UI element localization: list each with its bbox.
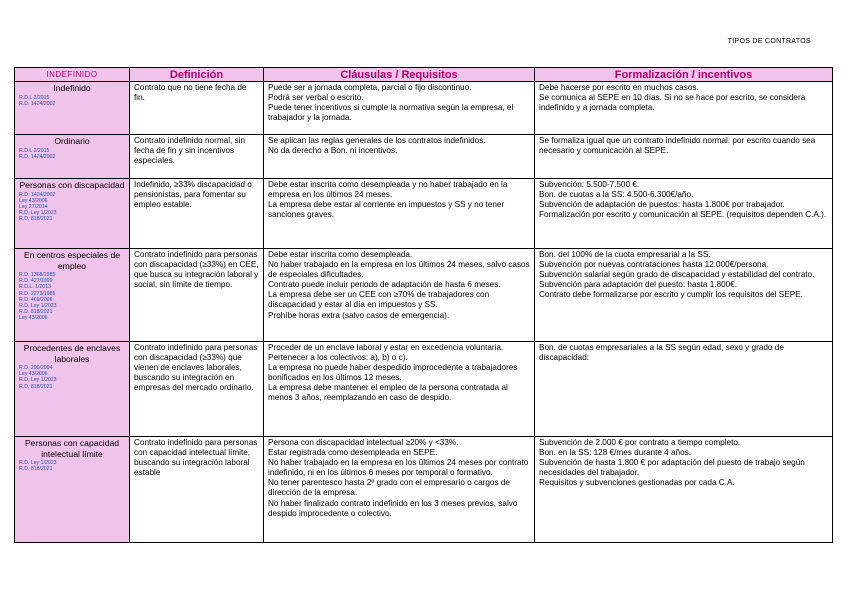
formalization-line: Bon. de cuotas a la SS: 4.500-6.300€/año. (539, 190, 694, 200)
legal-reference: R.D. 469/2006 (19, 296, 53, 303)
clause-line: Contrato puede incluir periodo de adaptación de hasta 6 meses. (268, 280, 501, 290)
contract-type-name: Personas con discapacidad (19, 180, 125, 190)
legal-references (19, 272, 125, 322)
table-row (15, 179, 833, 249)
clause-line: Pertenecer a los colectivos: a), b) o c). (268, 353, 408, 363)
legal-reference: R.D. 1424/2002 (19, 100, 56, 107)
contract-type-cell (15, 135, 130, 179)
table-body (15, 82, 833, 543)
clauses-cell (264, 179, 535, 249)
clause-line: Debe estar inscrita como desempleada y no haber trabajado en la empresa en los últimos 24 meses. (268, 180, 508, 200)
clause-line: La empresa debe ser un CEE con ≥70% de trabajadores con discapacidad y estar al día en impuestos y SS. (268, 290, 490, 310)
legal-reference: R.D. 818/2021 (19, 309, 53, 316)
legal-reference: R.D. Ley 1/2023 (19, 460, 57, 466)
clause-line: Prohíbe horas extra (salvo casos de emergencia). (268, 310, 450, 320)
legal-reference: R.D. 818/2021 (19, 216, 53, 223)
clause-line: No tener parentesco hasta 2º grado con el empresario o cargos de dirección de la empresa. (268, 478, 510, 498)
table-row (15, 82, 833, 135)
contracts-table (14, 67, 833, 543)
definition-cell: Contrato indefinido para personas con discapacidad (≥33%) que vienen de enclaves laborales, buscando su integración en empresas del mercado ordinario. (130, 342, 264, 437)
clause-line: Debe estar inscrita como desempleada. (268, 250, 413, 259)
clause-line: Estar registrada como desempleada en SEPE. (268, 448, 438, 458)
clause-line: Puede ser a jornada completa, parcial o fijo discontinuo. (268, 83, 472, 92)
clause-line: La empresa debe mantener el empleo de la persona contratada al menos 3 años, reemplazando en caso de despido. (268, 383, 508, 403)
legal-reference: R.D. Ley 1/2023 (19, 377, 57, 384)
formalization-line: Bon. de cuotas empresariales a la SS según edad, sexo y grado de discapacidad: (539, 343, 784, 363)
header-type: INDEFINIDO (15, 68, 130, 82)
contract-type-name: Indefinido (53, 83, 91, 93)
formalization-line: Contrato debe formalizarse por escrito y cumplir los requisitos del SEPE. (539, 290, 803, 300)
legal-reference: R.D. 290/2004 (19, 365, 53, 371)
header-definition: Definición (130, 68, 264, 82)
legal-reference: R.D.L 2/2015 (19, 147, 50, 154)
formalization-line: Formalización por escrito y comunicación al SEPE. (requisitos dependen C.A.). (539, 210, 827, 220)
formalization-line: Se formaliza igual que un contrato indefinido normal: por escrito cuando sea necesario y comunicación al SEPE. (539, 136, 816, 156)
clause-line: La empresa no puede haber despedido improcedente a trabajadores bonificados en los últimos 12 meses. (268, 363, 518, 383)
clauses-cell (264, 437, 535, 543)
contract-type-cell (15, 249, 130, 342)
legal-reference: Ley 43/2006 (19, 197, 48, 204)
clause-line: No haber finalizado contrato indefinido en los 3 meses previos, salvo despido improcedente o colectivo. (268, 498, 518, 518)
formalization-line: Requisitos y subvenciones gestionadas por cada C.A. (539, 478, 735, 488)
legal-references (19, 460, 125, 472)
clause-line: No da derecho a Bon. ni incentivos. (268, 146, 398, 156)
legal-references (19, 148, 125, 160)
legal-reference: Ley 43/2006 (19, 315, 48, 322)
formalization-line: Subvención de hasta 1.800 € por adaptación del puesto de trabajo según necesidades del trabajador. (539, 458, 805, 478)
legal-references (19, 95, 125, 107)
formalization-line: Se comunica al SEPE en 10 días. Si no se hace por escrito, se considera indefinido y a jornada completa. (539, 93, 806, 113)
clause-line: Proceder de un enclave laboral y estar en excedencia voluntaria. (268, 343, 504, 352)
formalization-line: Subvención de 2.000 € por contrato a tiempo completo. (539, 438, 741, 447)
clause-line: Puede tener incentivos si cumple la normativa según la empresa, el trabajador y la jornada. (268, 103, 514, 123)
formalization-line: Subvención salarial según grado de discapacidad y estabilidad del contrato. (539, 270, 815, 280)
contract-type-name: Procedentes de enclaves laborales (23, 343, 121, 364)
legal-reference: R.D.L 2/2015 (19, 94, 50, 101)
formalization-line: Bon. en la SS: 128 €/mes durante 4 años. (539, 448, 692, 458)
header-row (15, 68, 833, 82)
legal-reference: R.D. Ley 1/2023 (19, 303, 57, 310)
legal-reference: R.D. 427/1999 (19, 278, 53, 285)
formalization-line: Subvención: 5.500-7.500 €. (539, 180, 640, 189)
legal-reference: R.D. Ley 1/2023 (19, 210, 57, 217)
clause-line: Se aplican las reglas generales de los contratos indefinidos. (268, 136, 486, 145)
contract-type-cell (15, 437, 130, 543)
formalization-line: Subvención para adaptación del puesto: hasta 1.800€. (539, 280, 738, 290)
formalization-line: Debe hacerse por escrito en muchos casos. (539, 83, 699, 92)
legal-reference: Ley 27/2014 (19, 203, 48, 210)
formalization-cell (535, 249, 833, 342)
header-clauses: Cláusulas / Requisitos (264, 68, 535, 82)
definition-cell: Contrato indefinido para personas con capacidad intelectual límite, buscando su integración laboral estable (130, 437, 264, 543)
formalization-cell (535, 437, 833, 543)
table-row (15, 437, 833, 543)
clause-line: No haber trabajado en la empresa en los últimos 24 meses, salvo casos de especiales dificultades. (268, 260, 530, 280)
legal-reference: R.D.L. 1/2013 (19, 284, 52, 291)
legal-reference: R.D. 1424/2002 (19, 191, 56, 198)
clause-line: La empresa debe estar al corriente en impuestos y SS y no tener sanciones graves. (268, 200, 505, 220)
legal-reference: R.D. 818/2021 (19, 466, 53, 473)
clauses-cell (264, 135, 535, 179)
legal-reference: Ley 43/2006 (19, 371, 48, 378)
formalization-line: Bon. del 100% de la cuota empresarial a la SS. (539, 250, 711, 259)
clauses-cell (264, 342, 535, 437)
clause-line: No haber trabajado en la empresa en los últimos 24 meses por contrato indefinido, ni en los últimos 6 meses por temporal o formativo. (268, 458, 529, 478)
definition-cell: Contrato indefinido normal, sin fecha de fin y sin incentivos especiales. (130, 135, 264, 179)
formalization-line: Subvención de adaptación de puestos: hasta 1.800€ por trabajador. (539, 200, 785, 210)
definition-cell: Contrato indefinido para personas con discapacidad (≥33%) en CEE, que busca su integración laboral y social, sin límite de tiempo. (130, 249, 264, 342)
legal-references (19, 192, 125, 223)
legal-references (19, 365, 125, 390)
contract-type-name: Personas con capacidad intelectual límite (24, 438, 120, 459)
table-row (15, 249, 833, 342)
definition-cell: Indefinido, ≥33% discapacidad o pensionistas, para fomentar su empleo estable. (130, 179, 264, 249)
document-title: TIPOS DE CONTRATOS (727, 38, 811, 45)
legal-reference: R.D. 1424/2002 (19, 153, 56, 160)
formalization-cell (535, 179, 833, 249)
legal-reference: R.D. 818/2021 (19, 383, 53, 390)
definition-cell: Contrato que no tiene fecha de fin. (130, 82, 264, 135)
contract-type-cell (15, 179, 130, 249)
contract-type-cell (15, 82, 130, 135)
clauses-cell (264, 249, 535, 342)
formalization-cell (535, 135, 833, 179)
legal-reference: R.D. 1368/1985 (19, 272, 56, 278)
formalization-cell (535, 342, 833, 437)
table-row (15, 342, 833, 437)
contract-type-name: En centros especiales de empleo (23, 250, 121, 271)
formalization-cell (535, 82, 833, 135)
clauses-cell (264, 82, 535, 135)
contract-type-name: Ordinario (54, 136, 90, 146)
header-formalization: Formalización / incentivos (535, 68, 833, 82)
clause-line: Persona con discapacidad intelectual ≥20% y <33%. (268, 438, 459, 447)
table-row (15, 135, 833, 179)
contract-type-cell (15, 342, 130, 437)
clause-line: Podrá ser verbal o escrito. (268, 93, 364, 103)
formalization-line: Subvención por nuevas contrataciones hasta 12.000€/persona. (539, 260, 769, 270)
legal-reference: R.D. 2273/1985 (19, 290, 56, 297)
